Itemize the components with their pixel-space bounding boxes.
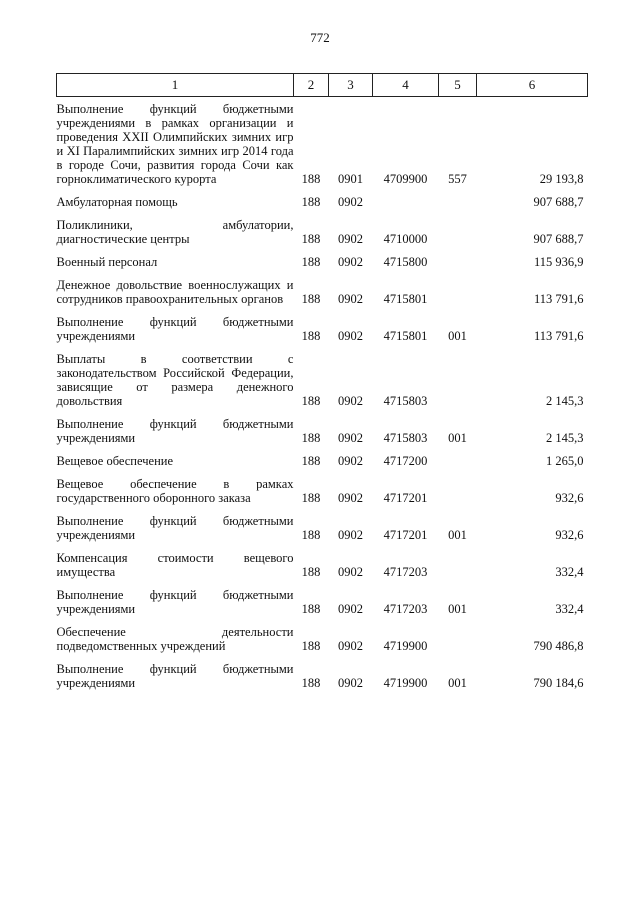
row-col-4: 4715803: [383, 394, 428, 408]
row-name: [57, 468, 294, 505]
table-row: [57, 343, 588, 408]
row-name: [57, 505, 294, 542]
row-col-5: 001: [448, 676, 467, 690]
row-col-5: [439, 246, 477, 269]
row-col-5: [439, 343, 477, 408]
row-amount: 2 145,3: [546, 394, 584, 408]
column-header-5: 5: [439, 74, 477, 97]
row-col-3: 0902: [338, 292, 363, 306]
table-row: [57, 408, 588, 445]
budget-table: [56, 73, 588, 690]
row-amount: 932,6: [555, 491, 584, 505]
row-col-4: 4709900: [383, 172, 428, 186]
table-row: [57, 468, 588, 505]
table-row: [57, 209, 588, 246]
row-col-2: 188: [301, 676, 321, 690]
row-col-2: 188: [301, 565, 321, 579]
row-col-2: 188: [301, 195, 321, 209]
row-col-3: 0902: [338, 454, 363, 468]
table-row: [57, 186, 588, 209]
row-col-4: 4717203: [383, 602, 428, 616]
row-col-2: 188: [301, 639, 321, 653]
row-col-3: 0902: [338, 255, 363, 269]
row-amount: 790 184,6: [533, 676, 584, 690]
row-name-text: Выполнение функций бюджетными учреждениями: [56, 417, 294, 445]
row-col-3: 0902: [338, 639, 363, 653]
row-name-text: Выполнение функций бюджетными учреждениями: [56, 662, 294, 690]
row-amount: 1 265,0: [546, 454, 584, 468]
row-name: [57, 653, 294, 690]
table-row: [57, 97, 588, 187]
row-col-2: 188: [301, 454, 321, 468]
row-col-2: 188: [301, 528, 321, 542]
row-name: [57, 343, 294, 408]
row-col-3: 0902: [338, 431, 363, 445]
row-col-2: 188: [301, 292, 321, 306]
row-col-4: 4715800: [383, 255, 428, 269]
row-col-3: 0902: [338, 195, 363, 209]
row-amount: 29 193,8: [539, 172, 584, 186]
row-col-5: 001: [448, 528, 467, 542]
row-col-3: 0902: [338, 491, 363, 505]
row-col-5: 001: [448, 329, 467, 343]
row-col-3: 0902: [338, 329, 363, 343]
row-col-5: [439, 209, 477, 246]
table-header: [57, 74, 588, 97]
row-col-5: 001: [448, 602, 467, 616]
row-col-4: 4719900: [383, 639, 428, 653]
row-name-text: Военный персонал: [56, 255, 158, 269]
row-col-5: [439, 269, 477, 306]
row-col-2: 188: [301, 394, 321, 408]
row-amount: 115 936,9: [533, 255, 584, 269]
row-col-2: 188: [301, 602, 321, 616]
row-col-5: [439, 542, 477, 579]
row-name: [57, 269, 294, 306]
row-col-4: 4717203: [383, 565, 428, 579]
row-amount: 907 688,7: [533, 195, 584, 209]
row-amount: 113 791,6: [533, 329, 584, 343]
column-header-3: 3: [329, 74, 373, 97]
row-amount: 907 688,7: [533, 232, 584, 246]
table-row: [57, 269, 588, 306]
row-name: [57, 97, 294, 187]
row-name-text: Вещевое обеспечение: [56, 454, 173, 468]
table-row: [57, 653, 588, 690]
row-col-4: 4717200: [383, 454, 428, 468]
row-name: [57, 616, 294, 653]
column-header-1: 1: [57, 74, 294, 97]
row-amount: 790 486,8: [533, 639, 584, 653]
header-row: [57, 74, 588, 97]
row-col-5: [439, 468, 477, 505]
row-name-text: Вещевое обеспечение в рамках государственного оборонного заказа: [56, 477, 294, 505]
row-col-5: [439, 186, 477, 209]
row-col-4: 4715801: [383, 329, 428, 343]
row-col-3: 0902: [338, 676, 363, 690]
row-col-2: 188: [301, 491, 321, 505]
row-col-2: 188: [301, 232, 321, 246]
row-col-2: 188: [301, 255, 321, 269]
row-col-4: 4710000: [383, 232, 428, 246]
table-row: [57, 505, 588, 542]
table-body: [57, 97, 588, 691]
row-amount: 332,4: [555, 565, 584, 579]
table-row: [57, 616, 588, 653]
table-row: [57, 306, 588, 343]
row-amount: 113 791,6: [533, 292, 584, 306]
row-col-4: 4717201: [383, 491, 428, 505]
row-name: [57, 445, 294, 468]
row-col-5: 557: [448, 172, 467, 186]
row-name: [57, 186, 294, 209]
row-amount: 2 145,3: [546, 431, 584, 445]
column-header-6: 6: [477, 74, 588, 97]
row-col-5: 001: [448, 431, 467, 445]
row-name: [57, 306, 294, 343]
row-col-4: 4715803: [383, 431, 428, 445]
row-name: [57, 542, 294, 579]
column-header-4: 4: [373, 74, 439, 97]
row-name: [57, 408, 294, 445]
page-number: 772: [310, 30, 330, 45]
row-col-3: 0902: [338, 602, 363, 616]
table-row: [57, 445, 588, 468]
row-col-2: 188: [301, 329, 321, 343]
row-name-text: Денежное довольствие военнослужащих и сотрудников правоохранительных органов: [56, 278, 294, 306]
row-name-text: Компенсация стоимости вещевого имущества: [56, 551, 294, 579]
row-col-5: [439, 616, 477, 653]
row-name-text: Выполнение функций бюджетными учреждениями: [56, 588, 294, 616]
row-name-text: Выполнение функций бюджетными учреждениями в рамках организации и проведения XXII Олимпийских зимних игр и XI Паралимпийских зимних игр 2014 года в городе Сочи, развития города Сочи как горноклиматического курорта: [56, 102, 294, 186]
row-name: [57, 209, 294, 246]
table-row: [57, 542, 588, 579]
row-col-3: 0902: [338, 565, 363, 579]
row-amount: 332,4: [555, 602, 584, 616]
row-name: [57, 246, 294, 269]
row-name-text: Выполнение функций бюджетными учреждениями: [56, 514, 294, 542]
table-row: [57, 246, 588, 269]
row-col-4: 4717201: [383, 528, 428, 542]
row-col-3: 0901: [338, 172, 363, 186]
row-name: [57, 579, 294, 616]
row-name-text: Поликлиники, амбулатории, диагностические центры: [56, 218, 294, 246]
row-name-text: Выполнение функций бюджетными учреждениями: [56, 315, 294, 343]
row-col-4: 4719900: [383, 676, 428, 690]
row-name-text: Амбулаторная помощь: [56, 195, 178, 209]
row-col-4: 4715801: [383, 292, 428, 306]
row-col-3: 0902: [338, 232, 363, 246]
row-col-2: 188: [301, 172, 321, 186]
row-amount: 932,6: [555, 528, 584, 542]
row-col-5: [439, 445, 477, 468]
column-header-2: 2: [294, 74, 329, 97]
row-col-3: 0902: [338, 528, 363, 542]
row-name-text: Обеспечение деятельности подведомственных учреждений: [56, 625, 294, 653]
row-col-4: [373, 186, 439, 209]
row-col-3: 0902: [338, 394, 363, 408]
table-row: [57, 579, 588, 616]
row-name-text: Выплаты в соответствии с законодательством Российской Федерации, зависящие от размера денежного довольствия: [56, 352, 294, 408]
row-col-2: 188: [301, 431, 321, 445]
